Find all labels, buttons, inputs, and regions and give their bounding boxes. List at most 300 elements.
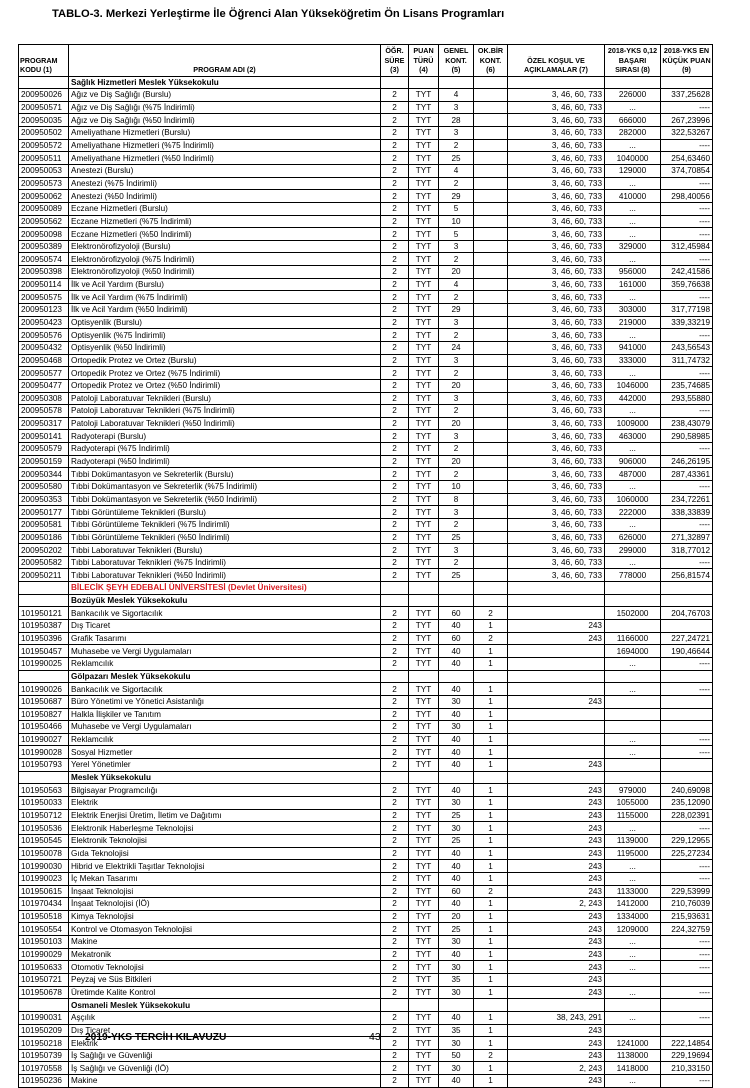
cell-duration: 2	[381, 101, 409, 114]
cell-school-quota	[474, 455, 508, 468]
cell-program-code: 101950518	[19, 910, 69, 923]
cell-general-quota: 5	[439, 202, 474, 215]
cell-school-quota	[474, 329, 508, 342]
cell-score-type: TYT	[409, 215, 439, 228]
cell-school-quota: 1	[474, 733, 508, 746]
table-row	[19, 291, 713, 304]
cell-duration: 2	[381, 620, 409, 633]
cell-min-score: 287,43361	[661, 468, 713, 481]
table-row	[19, 253, 713, 266]
cell-program-code: 200950098	[19, 228, 69, 241]
cell-general-quota: 3	[439, 506, 474, 519]
cell-duration: 2	[381, 379, 409, 392]
cell-program-name: Optisyenlik (%50 İndirimli)	[69, 341, 381, 354]
cell-score-type: TYT	[409, 1011, 439, 1024]
table-row	[19, 746, 713, 759]
cell-general-quota: 10	[439, 215, 474, 228]
cell-score-type: TYT	[409, 721, 439, 734]
cell-success-rank: ...	[605, 291, 661, 304]
table-row	[19, 797, 713, 810]
cell-program-name: Aşçılık	[69, 1011, 381, 1024]
table-row	[19, 89, 713, 102]
cell-min-score: ----	[661, 405, 713, 418]
cell-general-quota: 40	[439, 1075, 474, 1088]
cell-success-rank: 1334000	[605, 910, 661, 923]
cell-score-type: TYT	[409, 405, 439, 418]
cell-conditions: 3, 46, 60, 733	[508, 266, 605, 279]
cell-min-score: 224,32759	[661, 923, 713, 936]
table-row	[19, 518, 713, 531]
cell-school-quota	[474, 341, 508, 354]
table-row	[19, 430, 713, 443]
cell-duration: 2	[381, 215, 409, 228]
cell-success-rank: ...	[605, 253, 661, 266]
cell-school-quota	[474, 164, 508, 177]
cell-duration: 2	[381, 1075, 409, 1088]
header-general-quota: GENEL KONT. (5)	[439, 45, 474, 77]
section-header-row	[19, 670, 713, 683]
cell-general-quota: 2	[439, 405, 474, 418]
cell-program-name: Eczane Hizmetleri (Burslu)	[69, 202, 381, 215]
cell-conditions: 3, 46, 60, 733	[508, 493, 605, 506]
cell-school-quota	[474, 190, 508, 203]
cell-conditions: 3, 46, 60, 733	[508, 127, 605, 140]
cell-duration: 2	[381, 367, 409, 380]
cell-conditions: 3, 46, 60, 733	[508, 455, 605, 468]
cell-score-type: TYT	[409, 910, 439, 923]
cell-min-score: ----	[661, 683, 713, 696]
cell-general-quota: 20	[439, 266, 474, 279]
cell-program-name: Elektronörofizyoloji (%75 İndirimli)	[69, 253, 381, 266]
cell-empty	[605, 582, 661, 595]
cell-conditions: 243	[508, 910, 605, 923]
table-row	[19, 986, 713, 999]
cell-program-name: Elektronörofizyoloji (Burslu)	[69, 240, 381, 253]
cell-general-quota: 10	[439, 481, 474, 494]
cell-conditions: 243	[508, 961, 605, 974]
table-row	[19, 822, 713, 835]
cell-success-rank: 1009000	[605, 417, 661, 430]
cell-score-type: TYT	[409, 544, 439, 557]
table-row	[19, 733, 713, 746]
cell-min-score: ----	[661, 822, 713, 835]
cell-score-type: TYT	[409, 695, 439, 708]
cell-conditions: 3, 46, 60, 733	[508, 278, 605, 291]
table-row	[19, 1011, 713, 1024]
cell-success-rank: ...	[605, 215, 661, 228]
cell-duration: 2	[381, 898, 409, 911]
cell-general-quota: 3	[439, 544, 474, 557]
cell-duration: 2	[381, 455, 409, 468]
cell-program-name: Ameliyathane Hizmetleri (Burslu)	[69, 127, 381, 140]
cell-min-score	[661, 708, 713, 721]
table-row	[19, 1062, 713, 1075]
cell-program-code: 200950177	[19, 506, 69, 519]
cell-program-code: 200950572	[19, 139, 69, 152]
table-row	[19, 139, 713, 152]
cell-program-code: 101950739	[19, 1049, 69, 1062]
cell-school-quota	[474, 506, 508, 519]
cell-score-type: TYT	[409, 531, 439, 544]
cell-min-score	[661, 759, 713, 772]
cell-conditions	[508, 607, 605, 620]
cell-program-code: 200950353	[19, 493, 69, 506]
cell-duration: 2	[381, 809, 409, 822]
cell-general-quota: 60	[439, 885, 474, 898]
cell-empty	[409, 999, 439, 1012]
cell-program-code: 200950123	[19, 304, 69, 317]
cell-duration: 2	[381, 354, 409, 367]
cell-school-quota	[474, 379, 508, 392]
cell-school-quota	[474, 202, 508, 215]
cell-min-score: ----	[661, 1075, 713, 1088]
cell-program-name: Radyoterapi (Burslu)	[69, 430, 381, 443]
cell-score-type: TYT	[409, 784, 439, 797]
table-row	[19, 164, 713, 177]
cell-school-quota: 1	[474, 721, 508, 734]
cell-success-rank: 226000	[605, 89, 661, 102]
header-program-name: PROGRAM ADI (2)	[69, 45, 381, 77]
cell-score-type: TYT	[409, 468, 439, 481]
cell-program-code: 200950582	[19, 556, 69, 569]
cell-duration: 2	[381, 468, 409, 481]
cell-conditions	[508, 708, 605, 721]
cell-empty	[661, 999, 713, 1012]
cell-duration: 2	[381, 986, 409, 999]
cell-score-type: TYT	[409, 127, 439, 140]
table-row	[19, 379, 713, 392]
table-row	[19, 240, 713, 253]
cell-school-quota: 1	[474, 936, 508, 949]
cell-empty	[508, 999, 605, 1012]
cell-program-name: Tıbbi Görüntüleme Teknikleri (%50 İndirimli)	[69, 531, 381, 544]
section-header-row	[19, 771, 713, 784]
table-row	[19, 708, 713, 721]
cell-conditions: 3, 46, 60, 733	[508, 569, 605, 582]
cell-program-name: Ameliyathane Hizmetleri (%50 İndirimli)	[69, 152, 381, 165]
cell-success-rank: 1195000	[605, 847, 661, 860]
cell-success-rank: 956000	[605, 266, 661, 279]
cell-score-type: TYT	[409, 973, 439, 986]
cell-min-score: ----	[661, 228, 713, 241]
cell-conditions: 243	[508, 872, 605, 885]
cell-general-quota: 2	[439, 367, 474, 380]
cell-min-score: ----	[661, 746, 713, 759]
cell-score-type: TYT	[409, 759, 439, 772]
cell-success-rank: 222000	[605, 506, 661, 519]
cell-empty	[508, 670, 605, 683]
cell-success-rank: 1502000	[605, 607, 661, 620]
cell-program-code: 200950344	[19, 468, 69, 481]
cell-program-name: Makine	[69, 1075, 381, 1088]
cell-success-rank: ...	[605, 101, 661, 114]
cell-min-score: 242,41586	[661, 266, 713, 279]
cell-school-quota: 1	[474, 1011, 508, 1024]
cell-program-code: 200950477	[19, 379, 69, 392]
cell-success-rank: 1209000	[605, 923, 661, 936]
cell-conditions: 3, 46, 60, 733	[508, 468, 605, 481]
cell-school-quota: 1	[474, 1024, 508, 1037]
cell-program-name: Elektronörofizyoloji (%50 İndirimli)	[69, 266, 381, 279]
header-duration: ÖĞR. SÜRE (3)	[381, 45, 409, 77]
cell-program-code: 101950712	[19, 809, 69, 822]
cell-program-code: 101950121	[19, 607, 69, 620]
cell-general-quota: 3	[439, 316, 474, 329]
cell-program-name: Tıbbi Laboratuvar Teknikleri (Burslu)	[69, 544, 381, 557]
cell-school-quota: 1	[474, 961, 508, 974]
cell-school-quota	[474, 405, 508, 418]
table-row	[19, 759, 713, 772]
cell-duration: 2	[381, 733, 409, 746]
cell-program-code: 101950633	[19, 961, 69, 974]
cell-duration: 2	[381, 164, 409, 177]
cell-score-type: TYT	[409, 101, 439, 114]
cell-program-name: Sosyal Hizmetler	[69, 746, 381, 759]
cell-score-type: TYT	[409, 329, 439, 342]
cell-duration: 2	[381, 822, 409, 835]
cell-general-quota: 35	[439, 1024, 474, 1037]
cell-empty	[381, 76, 409, 89]
cell-conditions: 243	[508, 847, 605, 860]
cell-score-type: TYT	[409, 518, 439, 531]
cell-program-name: İş Sağlığı ve Güvenliği	[69, 1049, 381, 1062]
cell-score-type: TYT	[409, 493, 439, 506]
header-success-rank: 2018-YKS 0,12 BAŞARI SIRASI (8)	[605, 45, 661, 77]
cell-score-type: TYT	[409, 569, 439, 582]
cell-success-rank: ...	[605, 746, 661, 759]
cell-program-name: Makine	[69, 936, 381, 949]
cell-conditions: 3, 46, 60, 733	[508, 443, 605, 456]
cell-school-quota	[474, 430, 508, 443]
cell-school-quota: 1	[474, 872, 508, 885]
cell-min-score: 359,76638	[661, 278, 713, 291]
cell-conditions: 243	[508, 809, 605, 822]
cell-general-quota: 40	[439, 657, 474, 670]
cell-duration: 2	[381, 544, 409, 557]
cell-success-rank: 666000	[605, 114, 661, 127]
table-row	[19, 847, 713, 860]
cell-success-rank: 1694000	[605, 645, 661, 658]
cell-program-name: Eczane Hizmetleri (%50 İndirimli)	[69, 228, 381, 241]
cell-school-quota: 1	[474, 759, 508, 772]
cell-program-name: İlk ve Acil Yardım (%75 İndirimli)	[69, 291, 381, 304]
cell-duration: 2	[381, 506, 409, 519]
cell-duration: 2	[381, 481, 409, 494]
cell-score-type: TYT	[409, 152, 439, 165]
table-row	[19, 695, 713, 708]
cell-conditions: 3, 46, 60, 733	[508, 89, 605, 102]
cell-empty	[508, 594, 605, 607]
table-row	[19, 531, 713, 544]
cell-program-code: 101950793	[19, 759, 69, 772]
cell-program-code: 200950573	[19, 177, 69, 190]
cell-duration: 2	[381, 190, 409, 203]
cell-program-name: İnşaat Teknolojisi (İÖ)	[69, 898, 381, 911]
cell-min-score: ----	[661, 329, 713, 342]
cell-conditions	[508, 733, 605, 746]
table-row	[19, 101, 713, 114]
cell-conditions: 3, 46, 60, 733	[508, 379, 605, 392]
cell-school-quota: 1	[474, 973, 508, 986]
cell-duration: 2	[381, 645, 409, 658]
cell-program-code: 101950218	[19, 1037, 69, 1050]
cell-school-quota: 1	[474, 620, 508, 633]
cell-program-code: 200950202	[19, 544, 69, 557]
cell-score-type: TYT	[409, 430, 439, 443]
cell-min-score: 234,72261	[661, 493, 713, 506]
cell-conditions: 2, 243	[508, 898, 605, 911]
table-row	[19, 632, 713, 645]
programs-table	[18, 44, 713, 1088]
cell-success-rank: 129000	[605, 164, 661, 177]
cell-success-rank: 442000	[605, 392, 661, 405]
cell-general-quota: 2	[439, 291, 474, 304]
cell-program-name: Gıda Teknolojisi	[69, 847, 381, 860]
table-row	[19, 493, 713, 506]
cell-school-quota: 1	[474, 1037, 508, 1050]
cell-min-score: ----	[661, 202, 713, 215]
cell-school-quota	[474, 228, 508, 241]
cell-min-score: 337,25628	[661, 89, 713, 102]
cell-conditions: 38, 243, 291	[508, 1011, 605, 1024]
cell-school-quota	[474, 266, 508, 279]
cell-conditions: 3, 46, 60, 733	[508, 101, 605, 114]
cell-general-quota: 30	[439, 695, 474, 708]
table-row	[19, 898, 713, 911]
cell-school-quota	[474, 367, 508, 380]
cell-min-score: 290,58985	[661, 430, 713, 443]
cell-min-score: ----	[661, 177, 713, 190]
cell-score-type: TYT	[409, 316, 439, 329]
cell-min-score: 235,12090	[661, 797, 713, 810]
cell-school-quota: 2	[474, 632, 508, 645]
cell-min-score: 338,33839	[661, 506, 713, 519]
cell-general-quota: 30	[439, 721, 474, 734]
table-row	[19, 405, 713, 418]
cell-program-code: 200950159	[19, 455, 69, 468]
cell-success-rank: 1133000	[605, 885, 661, 898]
header-min-score: 2018-YKS EN KÜÇÜK PUAN (9)	[662, 46, 711, 74]
cell-duration: 2	[381, 518, 409, 531]
cell-program-code: 101990023	[19, 872, 69, 885]
table-row	[19, 923, 713, 936]
cell-program-name: Ameliyathane Hizmetleri (%75 İndirimli)	[69, 139, 381, 152]
cell-general-quota: 40	[439, 784, 474, 797]
cell-success-rank: ...	[605, 986, 661, 999]
cell-conditions: 3, 46, 60, 733	[508, 430, 605, 443]
cell-success-rank: ...	[605, 1011, 661, 1024]
cell-general-quota: 4	[439, 278, 474, 291]
cell-duration: 2	[381, 1024, 409, 1037]
cell-program-code: 101950078	[19, 847, 69, 860]
cell-conditions: 3, 46, 60, 733	[508, 177, 605, 190]
cell-program-code: 101990027	[19, 733, 69, 746]
cell-min-score: ----	[661, 1011, 713, 1024]
cell-success-rank	[605, 1024, 661, 1037]
table-row	[19, 1075, 713, 1088]
table-row	[19, 1049, 713, 1062]
cell-program-code: 101970434	[19, 898, 69, 911]
cell-school-quota	[474, 152, 508, 165]
cell-empty	[19, 670, 69, 683]
cell-min-score: 256,81574	[661, 569, 713, 582]
cell-score-type: TYT	[409, 860, 439, 873]
cell-program-code: 101970558	[19, 1062, 69, 1075]
cell-school-quota	[474, 101, 508, 114]
cell-program-name: Elektronik Teknolojisi	[69, 834, 381, 847]
cell-school-quota: 1	[474, 746, 508, 759]
cell-program-code: 200950562	[19, 215, 69, 228]
cell-success-rank: ...	[605, 822, 661, 835]
cell-school-quota	[474, 127, 508, 140]
cell-duration: 2	[381, 556, 409, 569]
cell-general-quota: 3	[439, 101, 474, 114]
cell-score-type: TYT	[409, 1075, 439, 1088]
cell-success-rank: ...	[605, 961, 661, 974]
cell-min-score: 229,53999	[661, 885, 713, 898]
table-row	[19, 961, 713, 974]
cell-success-rank: 1418000	[605, 1062, 661, 1075]
cell-program-name: İç Mekan Tasarımı	[69, 872, 381, 885]
cell-min-score: 190,46644	[661, 645, 713, 658]
cell-program-name: Kimya Teknolojisi	[69, 910, 381, 923]
cell-empty	[605, 670, 661, 683]
cell-duration: 2	[381, 278, 409, 291]
cell-score-type: TYT	[409, 139, 439, 152]
cell-min-score: ----	[661, 872, 713, 885]
cell-program-code: 200950578	[19, 405, 69, 418]
cell-duration: 2	[381, 860, 409, 873]
cell-score-type: TYT	[409, 443, 439, 456]
cell-conditions: 243	[508, 936, 605, 949]
table-row	[19, 468, 713, 481]
cell-score-type: TYT	[409, 657, 439, 670]
page-number: 43	[369, 1031, 381, 1043]
cell-conditions: 3, 46, 60, 733	[508, 152, 605, 165]
cell-program-code: 101950033	[19, 797, 69, 810]
cell-score-type: TYT	[409, 481, 439, 494]
cell-conditions: 243	[508, 695, 605, 708]
cell-duration: 2	[381, 430, 409, 443]
cell-general-quota: 40	[439, 860, 474, 873]
cell-general-quota: 3	[439, 127, 474, 140]
cell-program-name: Üretimde Kalite Kontrol	[69, 986, 381, 999]
cell-program-name: Muhasebe ve Vergi Uygulamaları	[69, 721, 381, 734]
cell-success-rank: ...	[605, 443, 661, 456]
cell-conditions: 3, 46, 60, 733	[508, 556, 605, 569]
cell-conditions: 3, 46, 60, 733	[508, 291, 605, 304]
cell-school-quota	[474, 443, 508, 456]
cell-success-rank	[605, 973, 661, 986]
table-row	[19, 506, 713, 519]
table-row	[19, 809, 713, 822]
cell-conditions: 243	[508, 822, 605, 835]
cell-min-score: 225,27234	[661, 847, 713, 860]
table-row	[19, 784, 713, 797]
cell-conditions	[508, 721, 605, 734]
cell-success-rank: 282000	[605, 127, 661, 140]
cell-duration: 2	[381, 872, 409, 885]
table-row	[19, 392, 713, 405]
cell-success-rank	[605, 695, 661, 708]
cell-score-type: TYT	[409, 266, 439, 279]
cell-program-code: 101950687	[19, 695, 69, 708]
cell-duration: 2	[381, 569, 409, 582]
cell-program-name: Elektrik	[69, 797, 381, 810]
cell-school-quota	[474, 253, 508, 266]
cell-empty	[439, 582, 474, 595]
cell-conditions: 3, 46, 60, 733	[508, 202, 605, 215]
